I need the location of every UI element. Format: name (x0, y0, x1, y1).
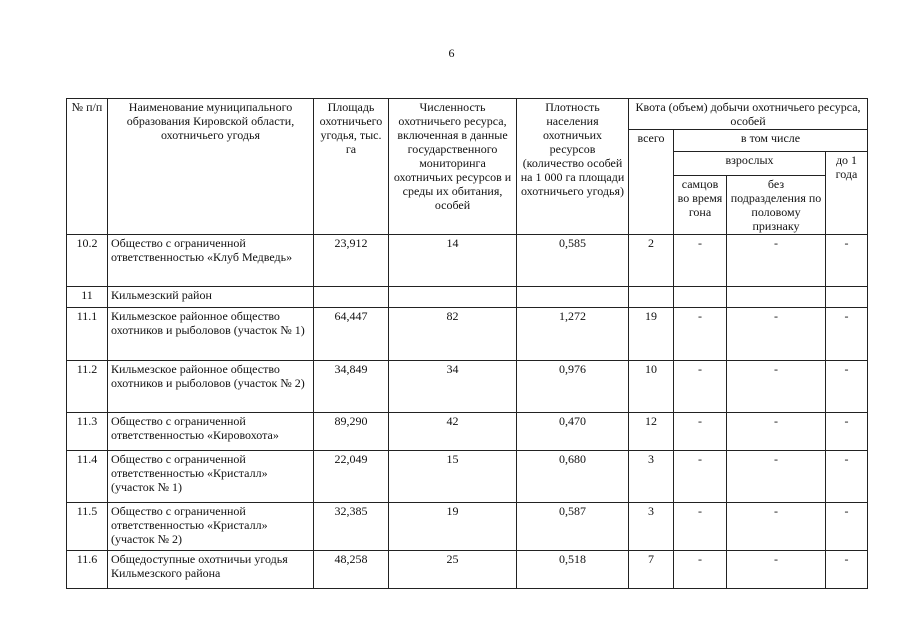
cell-nosex: - (727, 451, 826, 503)
cell-under1: - (826, 503, 868, 551)
cell-nosex: - (727, 413, 826, 451)
cell-nosex: - (727, 308, 826, 361)
cell-males: - (674, 551, 727, 589)
cell-density: 0,587 (517, 503, 629, 551)
cell-males: - (674, 235, 727, 287)
cell-total: 19 (629, 308, 674, 361)
table-row (67, 503, 868, 551)
cell-count: 82 (389, 308, 517, 361)
table-row (67, 451, 868, 503)
header-under1: до 1 года (826, 152, 868, 235)
cell-under1: - (826, 235, 868, 287)
table-row (67, 551, 868, 589)
cell-density: 0,585 (517, 235, 629, 287)
cell-name: Общество с ограниченной ответственностью «Клуб Медведь» (108, 235, 314, 287)
cell-density (517, 287, 629, 308)
cell-area: 64,447 (314, 308, 389, 361)
cell-num: 11.6 (67, 551, 108, 589)
cell-num: 11.1 (67, 308, 108, 361)
cell-num: 10.2 (67, 235, 108, 287)
cell-name: Общество с ограниченной ответственностью «Кристалл» (участок № 1) (108, 451, 314, 503)
cell-males (674, 287, 727, 308)
cell-males: - (674, 308, 727, 361)
cell-under1: - (826, 551, 868, 589)
table-row (67, 308, 868, 361)
header-density: Плотность населения охотничьих ресурсов (количество особей на 1 000 га площади охотничьего угодья) (517, 99, 629, 235)
table-row (67, 235, 868, 287)
cell-count: 34 (389, 361, 517, 413)
cell-under1: - (826, 308, 868, 361)
cell-males: - (674, 361, 727, 413)
header-name: Наименование муниципального образования Кировской области, охотничьего угодья (108, 99, 314, 235)
cell-name: Кильмезское районное общество охотников и рыболовов (участок № 1) (108, 308, 314, 361)
header-count: Численность охотничьего ресурса, включенная в данные государственного мониторинга охотничьих ресурсов и среды их обитания, особей (389, 99, 517, 235)
cell-density: 0,680 (517, 451, 629, 503)
cell-name: Общество с ограниченной ответственностью «Кристалл» (участок № 2) (108, 503, 314, 551)
cell-count: 42 (389, 413, 517, 451)
cell-nosex (727, 287, 826, 308)
cell-name: Кильмезский район (108, 287, 314, 308)
cell-under1: - (826, 361, 868, 413)
cell-area: 34,849 (314, 361, 389, 413)
table-row (67, 413, 868, 451)
cell-density: 0,976 (517, 361, 629, 413)
cell-num: 11.2 (67, 361, 108, 413)
cell-nosex: - (727, 503, 826, 551)
cell-count (389, 287, 517, 308)
header-adults: взрослых (674, 152, 826, 176)
cell-count: 19 (389, 503, 517, 551)
cell-area: 32,385 (314, 503, 389, 551)
header-males: самцов во время гона (674, 176, 727, 235)
cell-area: 89,290 (314, 413, 389, 451)
cell-name: Кильмезское районное общество охотников и рыболовов (участок № 2) (108, 361, 314, 413)
header-area: Площадь охотничьего угодья, тыс. га (314, 99, 389, 235)
cell-count: 15 (389, 451, 517, 503)
cell-under1: - (826, 413, 868, 451)
cell-num: 11.3 (67, 413, 108, 451)
header-nosex: без подразделения по половому признаку (727, 176, 826, 235)
cell-total: 10 (629, 361, 674, 413)
cell-num: 11.5 (67, 503, 108, 551)
cell-num: 11.4 (67, 451, 108, 503)
cell-nosex: - (727, 551, 826, 589)
cell-density: 0,470 (517, 413, 629, 451)
cell-nosex: - (727, 235, 826, 287)
table-row (67, 287, 868, 308)
cell-density: 0,518 (517, 551, 629, 589)
header-total: всего (629, 130, 674, 235)
cell-total: 3 (629, 503, 674, 551)
cell-males: - (674, 413, 727, 451)
cell-area: 48,258 (314, 551, 389, 589)
page-number: 6 (448, 46, 455, 60)
cell-count: 14 (389, 235, 517, 287)
cell-under1 (826, 287, 868, 308)
cell-name: Общество с ограниченной ответственностью «Кировохота» (108, 413, 314, 451)
cell-nosex: - (727, 361, 826, 413)
cell-area: 23,912 (314, 235, 389, 287)
cell-males: - (674, 451, 727, 503)
cell-males: - (674, 503, 727, 551)
cell-total (629, 287, 674, 308)
cell-area: 22,049 (314, 451, 389, 503)
header-num: № п/п (67, 99, 108, 235)
table-row (67, 361, 868, 413)
header-quota: Квота (объем) добычи охотничьего ресурса, особей (629, 99, 868, 130)
quota-table (66, 98, 868, 589)
cell-total: 2 (629, 235, 674, 287)
cell-area (314, 287, 389, 308)
cell-total: 12 (629, 413, 674, 451)
cell-count: 25 (389, 551, 517, 589)
cell-num: 11 (67, 287, 108, 308)
cell-total: 7 (629, 551, 674, 589)
header-including: в том числе (674, 130, 868, 152)
cell-total: 3 (629, 451, 674, 503)
cell-under1: - (826, 451, 868, 503)
cell-name: Общедоступные охотничьи угодья Кильмезского района (108, 551, 314, 589)
cell-density: 1,272 (517, 308, 629, 361)
